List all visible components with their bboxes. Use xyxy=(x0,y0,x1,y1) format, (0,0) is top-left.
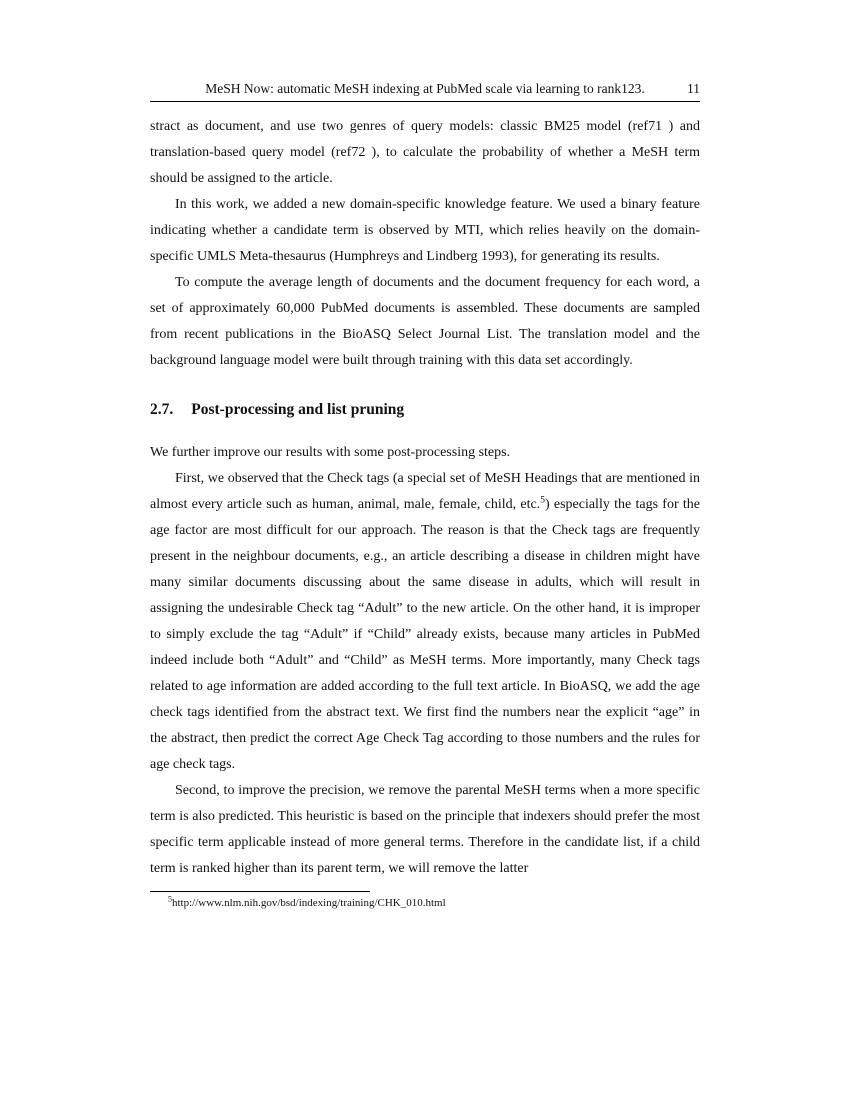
footnote-marker: 5 xyxy=(168,894,172,904)
footnote-reference-marker: 5 xyxy=(540,495,545,506)
footnote xyxy=(150,896,700,911)
footnote-url: http://www.nlm.nih.gov/bsd/indexing/training/CHK_010.html xyxy=(172,897,446,909)
paragraph-document-stats: To compute the average length of documents and the document frequency for each word, a set of approximately 60,000 PubMed documents is assembled. These documents are sampled from recent publications in the BioASQ Select Journal List. The translation model and the background language model were built through training with this data set accordingly. xyxy=(150,275,700,368)
section-title: Post-processing and list pruning xyxy=(191,401,405,418)
content-column xyxy=(150,80,700,911)
running-title: MeSH Now: automatic MeSH indexing at PubMed scale via learning to rank123. xyxy=(205,81,645,96)
page-number: 11 xyxy=(687,81,700,96)
paragraph-postprocessing-intro: We further improve our results with some post-processing steps. xyxy=(150,445,511,460)
footnote-separator-rule xyxy=(150,891,370,892)
paragraph-domain-feature: In this work, we added a new domain-specific knowledge feature. We used a binary feature indicating whether a candidate term is observed by MTI, which relies heavily on the domain-specific UMLS Meta-thesaurus (Humphreys and Lindberg 1993), for generating its results. xyxy=(150,197,700,264)
paragraph-parental-terms: Second, to improve the precision, we remove the parental MeSH terms when a more specific term is also predicted. This heuristic is based on the principle that indexers should prefer the most specific term applicable instead of more general terms. Therefore in the candidate list, if a child term is ranked higher than its parent term, we will remove the latter xyxy=(150,783,700,876)
section-heading xyxy=(150,400,700,420)
paragraph-check-tags xyxy=(150,466,700,778)
running-header xyxy=(150,80,700,102)
paragraph-continuation: stract as document, and use two genres of query models: classic BM25 model (ref71 ) and translation-based query model (ref72 ), to calculate the probability of whether a MeSH term should be assigned to the article. xyxy=(150,119,700,186)
footnote-block xyxy=(150,891,700,911)
section-number: 2.7. xyxy=(150,401,174,418)
check-tags-text-after-footnote: ) especially the tags for the age factor are most difficult for our approach. The reason is that the Check tags are frequently present in the neighbour documents, e.g., an article describing a disease in children might have many similar documents discussing about the same disease in adults, which will result in assigning the undesirable Check tag “Adult” to the new article. On the other hand, it is improper to simply exclude the tag “Adult” if “Child” already exists, because many articles in PubMed indeed include both “Adult” and “Child” as MeSH terms. More importantly, many Check tags related to age information are added according to the full text article. In BioASQ, we add the age check tags identified from the abstract text. We first find the numbers near the explicit “age” in the abstract, then predict the correct Age Check Tag according to those numbers and the rules for age check tags. xyxy=(150,497,700,772)
check-tags-text-before-footnote: First, we observed that the Check tags (a special set of MeSH Headings that are mentioned in almost every article such as human, animal, male, female, child, etc. xyxy=(150,471,700,512)
